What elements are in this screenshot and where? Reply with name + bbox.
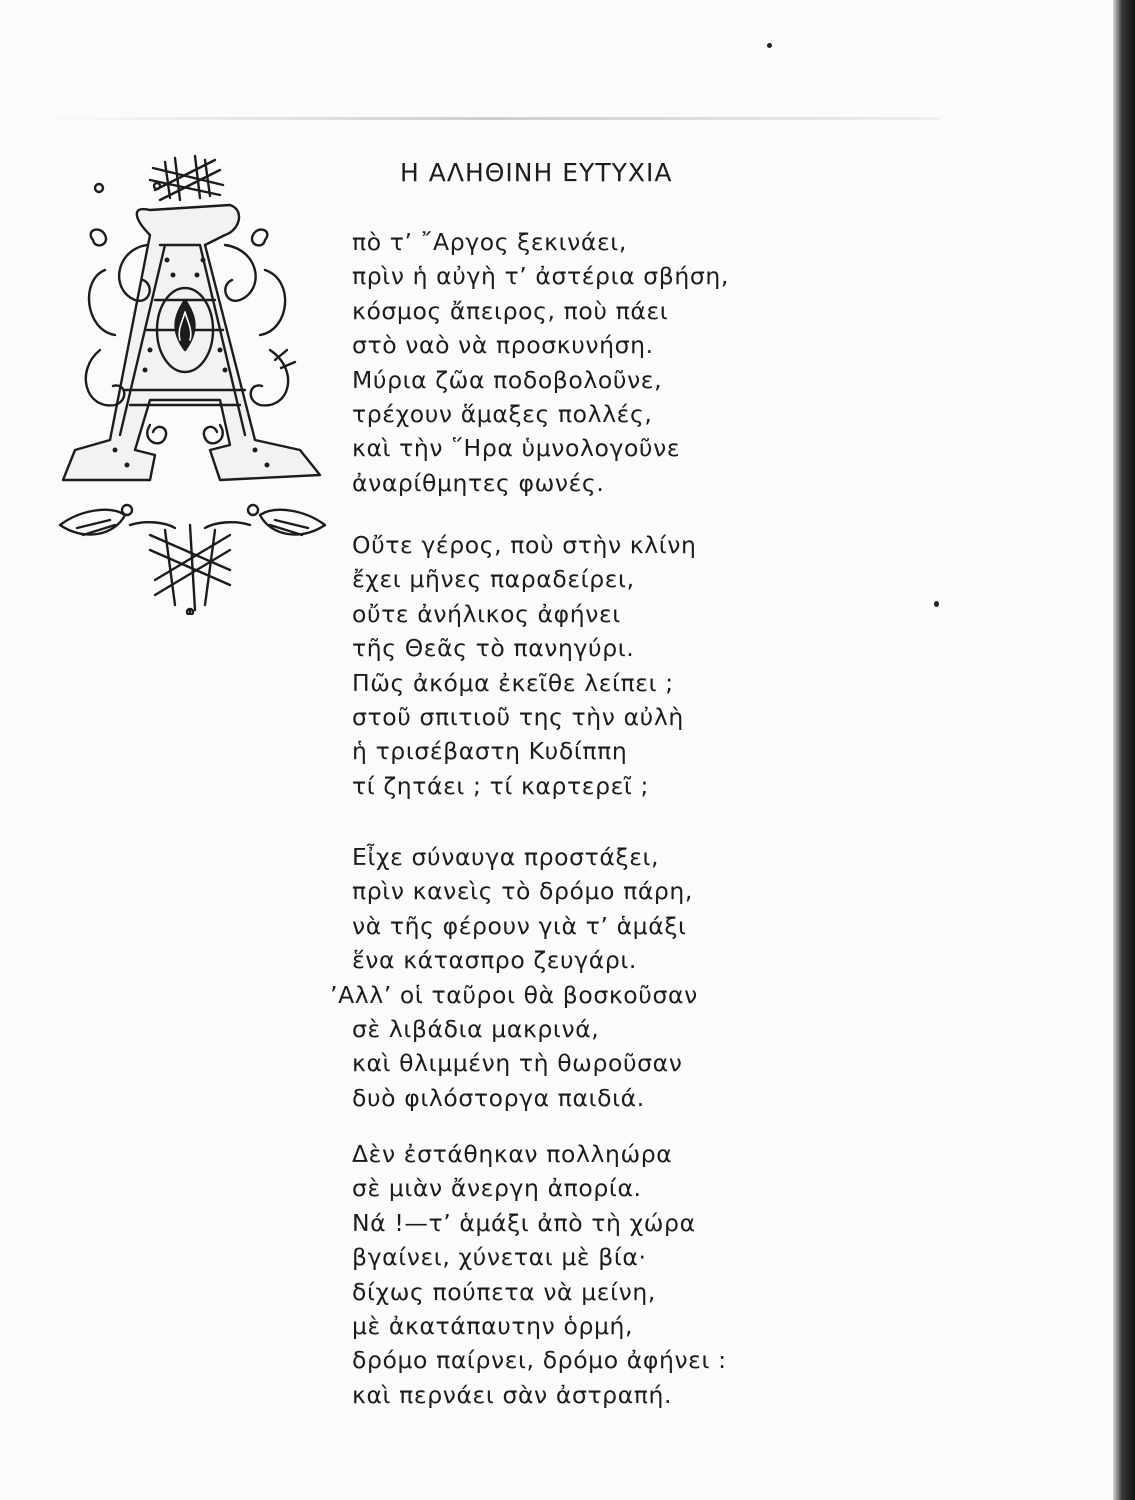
scan-dark-edge: [1113, 0, 1135, 1500]
verse-line: βγαίνει, χύνεται μὲ βία·: [352, 1243, 647, 1272]
verse-line: πὸ τ’ ῎Αργος ξεκινάει,: [352, 228, 627, 256]
verse-line: μὲ ἀκατάπαυτην ὁρμή,: [352, 1311, 634, 1340]
ink-speck: [934, 601, 939, 607]
verse-line: Πῶς ἀκόμα ἐκεῖθε λείπει ;: [352, 668, 674, 697]
verse-line: στὸ ναὸ νὰ προσκυνήση.: [352, 331, 654, 360]
verse-line: Δὲν ἐστάθηκαν πολληώρα: [352, 1140, 673, 1168]
verse-line: καὶ περνάει σὰν ἀστραπή.: [352, 1380, 673, 1409]
verse-line: δυὸ φιλόστοργα παιδιά.: [352, 1083, 645, 1112]
verse-line: Εἶχε σύναυγα προστάξει,: [352, 843, 660, 871]
verse-line: ’Αλλ’ οἱ ταῦροι θὰ βοσκοῦσαν: [330, 980, 698, 1009]
verse-line: δίχως πούπετα νὰ μείνη,: [352, 1277, 656, 1306]
stanza-3: [330, 840, 772, 1115]
poem-title: Η ΑΛΗΘΙΝΗ ΕΥΤΥΧΙΑ: [400, 158, 673, 187]
verse-line: ἔχει μῆνες παραδείρει,: [352, 565, 635, 594]
verse-line: οὔτε ἀνήλικος ἀφήνει: [352, 599, 621, 628]
verse-line: καὶ τὴν ῞Ηρα ὑμνολογοῦνε: [352, 434, 681, 463]
verse-line: τρέχουν ἅμαξες πολλές,: [352, 399, 653, 428]
verse-line: τί ζητάει ; τί καρτερεῖ ;: [352, 771, 650, 800]
verse-line: νὰ τῆς φέρουν γιὰ τ’ ἁμάξι: [352, 911, 687, 940]
verse-line: κόσμος ἄπειρος, ποὺ πάει: [352, 296, 669, 325]
ink-speck: [767, 43, 772, 48]
verse-line: σὲ λιβάδια μακρινά,: [352, 1014, 600, 1043]
verse-line: Μύρια ζῶα ποδοβολοῦνε,: [352, 365, 663, 394]
stanza-1: [352, 225, 772, 500]
verse-line: ἕνα κάτασπρο ζευγάρι.: [352, 946, 637, 975]
verse-line: τῆς Θεᾶς τὸ πανηγύρι.: [352, 634, 635, 663]
stanza-2: [352, 528, 772, 803]
verse-line: Οὔτε γέρος, ποὺ στὴν κλίνη: [352, 531, 697, 559]
decorative-initial-a: [55, 150, 330, 615]
verse-line: δρόμο παίρνει, δρόμο ἀφήνει :: [352, 1346, 727, 1375]
stanza-4: [352, 1137, 772, 1412]
verse-line: στοῦ σπιτιοῦ της τὴν αὐλὴ: [352, 702, 684, 731]
bottom-knot-ornament: [60, 505, 325, 615]
verse-line: πρὶν ἡ αὐγὴ τ’ ἀστέρια σβήση,: [352, 262, 729, 291]
verse-line: σὲ μιὰν ἄνεργη ἀπορία.: [352, 1174, 642, 1203]
verse-line: ἀναρίθμητες φωνές.: [352, 468, 605, 497]
bleed-through-header-line: [40, 117, 940, 120]
verse-line: πρὶν κανεὶς τὸ δρόμο πάρη,: [352, 877, 693, 906]
verse-line: ἡ τρισέβαστη Κυδίππη: [352, 737, 628, 766]
verse-line: Νά !—τ’ ἁμάξι ἀπὸ τὴ χώρα: [352, 1208, 696, 1237]
verse-line: καὶ θλιμμένη τὴ θωροῦσαν: [352, 1049, 683, 1078]
